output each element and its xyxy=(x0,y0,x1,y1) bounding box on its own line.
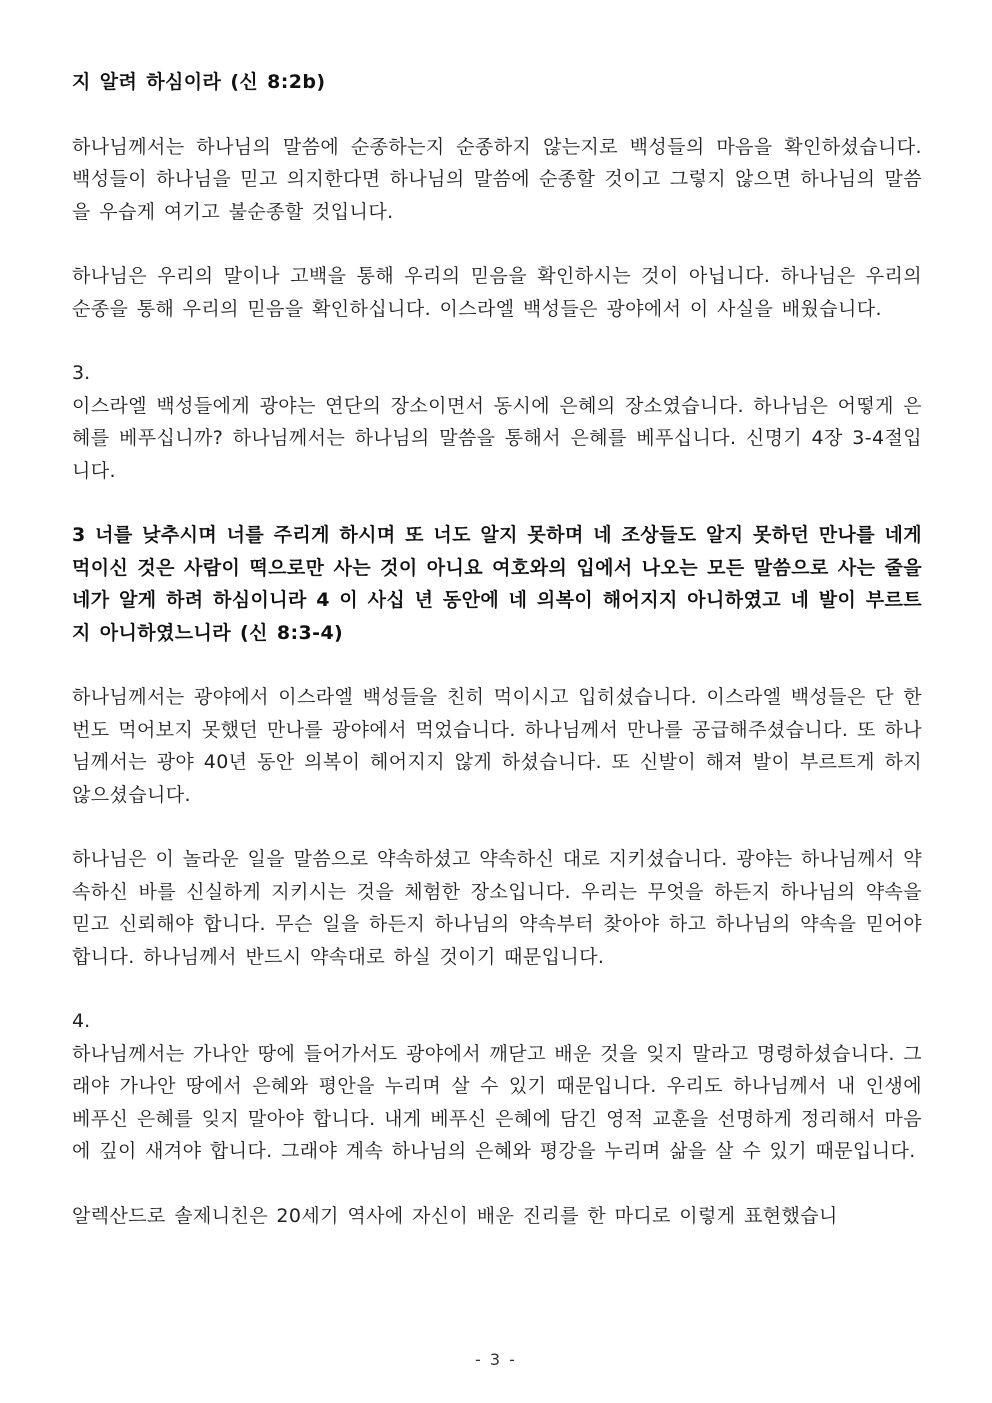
scripture-ref-end: 지 알려 하심이라 (신 8:2b) xyxy=(72,71,326,93)
body-paragraph: 이스라엘 백성들에게 광야는 연단의 장소이면서 동시에 은혜의 장소였습니다. 하나님은 어떻게 은혜를 베푸십니까? 하나님께서는 하나님의 말씀을 통해서 은혜를 베푸십니다. 신명기 4장 3-4절입니다. xyxy=(72,394,922,482)
body-paragraph: 하나님께서는 광야에서 이스라엘 백성들을 친히 먹이시고 입히셨습니다. 이스라엘 백성들은 단 한 번도 먹어보지 못했던 만나를 광야에서 먹었습니다. 하나님께서 만나를 공급해주셨습니다. 또 하나님께서는 광야 40년 동안 의복이 헤어지지 않게 하셨습니다. 또 신발이 해져 발이 부르트게 하지 않으셨습니다. xyxy=(72,686,922,806)
section-number: 3. xyxy=(72,362,91,384)
body-paragraph: 하나님께서는 하나님의 말씀에 순종하는지 순종하지 않는지로 백성들의 마음을 확인하셨습니다. 백성들이 하나님을 믿고 의지한다면 하나님의 말씀에 순종할 것이고 그렇지 않으면 하나님의 말씀을 우습게 여기고 불순종할 것입니다. xyxy=(72,135,922,223)
body-paragraph: 하나님은 우리의 말이나 고백을 통해 우리의 믿음을 확인하시는 것이 아닙니다. 하나님은 우리의 순종을 통해 우리의 믿음을 확인하십니다. 이스라엘 백성들은 광야에서 이 사실을 배웠습니다. xyxy=(72,265,922,320)
page-number: - 3 - xyxy=(475,1350,517,1369)
body-paragraph: 알렉산드로 솔제니친은 20세기 역사에 자신이 배운 진리를 한 마디로 이렇게 표현했습니 xyxy=(72,1204,838,1227)
document-page xyxy=(72,66,922,1232)
scripture-quote: 3 너를 낮추시며 너를 주리게 하시며 또 너도 알지 못하며 네 조상들도 알지 못하던 만나를 네게 먹이신 것은 사람이 떡으로만 사는 것이 아니요 여호와의 입에서 나오는 모든 말씀으로 사는 줄을 네가 알게 하려 하심이니라 4 이 사십 년 동안에 네 의복이 해어지지 아니하였고 네 발이 부르트지 아니하였느니라 (신 8:3-4) xyxy=(72,524,922,644)
body-paragraph: 하나님은 이 놀라운 일을 말씀으로 약속하셨고 약속하신 대로 지키셨습니다. 광야는 하나님께서 약속하신 바를 신실하게 지키시는 것을 체험한 장소입니다. 우리는 무엇을 하든지 하나님의 약속을 믿고 신뢰해야 합니다. 무슨 일을 하든지 하나님의 약속부터 찾아야 하고 하나님의 약속을 믿어야 합니다. 하나님께서 반드시 약속대로 하실 것이기 때문입니다. xyxy=(72,848,922,968)
body-paragraph: 하나님께서는 가나안 땅에 들어가서도 광야에서 깨닫고 배운 것을 잊지 말라고 명령하셨습니다. 그래야 가나안 땅에서 은혜와 평안을 누리며 살 수 있기 때문입니다. 우리도 하나님께서 내 인생에 베푸신 은혜를 잊지 말아야 합니다. 내게 베푸신 은혜에 담긴 영적 교훈을 선명하게 정리해서 마음에 깊이 새겨야 합니다. 그래야 계속 하나님의 은혜와 평강을 누리며 삶을 살 수 있기 때문입니다. xyxy=(72,1042,922,1162)
section-number: 4. xyxy=(72,1010,91,1032)
